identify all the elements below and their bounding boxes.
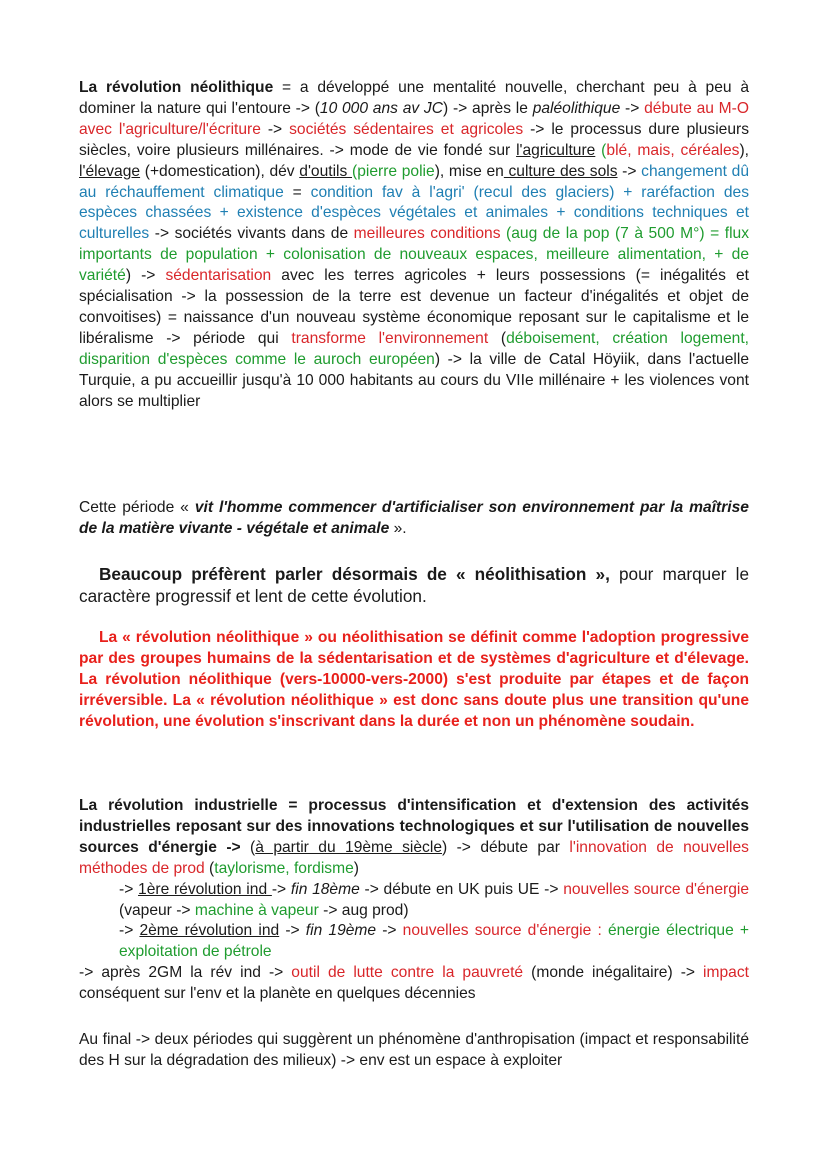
first-industrial-revolution: [79, 880, 749, 922]
definition-neolithisation: La « révolution néolithique » ou néolithisation se définit comme l'adoption progressive par des groupes humains de la sédentarisation et de systèmes d'agriculture et d'élevage. La révolution néolithique (vers-10000-vers-2000) s'est produite par étapes et de façon irréversible. La « révolution néolithique » est donc sans doute plus une transition qu'une révolution, une évolution s'inscrivant dans la durée et non un phénomène soudain.: [79, 629, 749, 730]
text-run: La révolution industrielle = processus d'intensification et d'extension des activités industrielles reposant sur des innovations technologiques et sur l'utilisation de nouvelles sources d'énergie ->: [79, 797, 749, 856]
text-run: l'élevage: [79, 162, 141, 180]
text-run: d'outils: [299, 162, 352, 180]
paragraph-conclusion: Au final -> deux périodes qui suggèrent un phénomène d'anthropisation (impact et responsabilité des H sur la dégradation des milieux) -> env est un espace à exploiter: [79, 1031, 749, 1069]
text-run: La révolution néolithique: [79, 79, 274, 96]
text-run: (: [500, 225, 512, 243]
text-run: pierre polie: [357, 162, 435, 180]
text-run: meilleures conditions: [353, 225, 501, 243]
text-run: -> après 2GM la rév ind ->: [79, 964, 292, 982]
text-run: -> sociétés vivants dans de: [149, 225, 354, 243]
text-run: Beaucoup préfèrent parler désormais de « néolithisation »,: [99, 564, 610, 584]
text-run: ) ->: [125, 267, 166, 285]
text-run: avec les terres agricoles + leurs possessions (= inégalités et spécialisation -> la possession de la terre est devenue un facteur d'inégalités et objet de convoitises) = naissance d'un nouveau système économique reposant sur le capitalisme et le libéralisme -> période qui: [79, 267, 749, 347]
text-run: (: [240, 838, 256, 856]
text-run: taylorisme, fordisme: [214, 859, 354, 877]
paragraph-period-quote: [79, 498, 749, 540]
text-run: ->: [617, 162, 642, 180]
text-run: impact: [703, 964, 749, 982]
text-run: blé, mais, céréales: [606, 141, 740, 159]
text-run: ->: [119, 880, 139, 898]
text-run: outil de lutte contre la pauvreté: [291, 964, 524, 982]
text-run: 10 000 ans av JC: [319, 99, 443, 117]
text-run: (: [595, 141, 607, 159]
text-run: pour marquer le caractère progressif et lent de cette évolution.: [79, 564, 749, 606]
text-run: = a développé une mentalité nouvelle, cherchant peu à peu à dominer la nature qui l'entoure -> (: [79, 79, 749, 117]
text-run: ->: [376, 922, 403, 940]
text-run: vit l'homme commencer d'artificialiser son environnement par la maîtrise de la matière vivante - végétale et animale: [79, 499, 749, 537]
text-run: fin 18ème: [290, 880, 360, 898]
text-run: ».: [389, 519, 407, 537]
text-run: machine à vapeur: [194, 901, 319, 919]
text-run: sociétés sédentaires et agricoles: [289, 120, 524, 138]
text-run: transforme l'environnement: [291, 329, 489, 347]
text-run: aug de la pop (7 à 500 M°) = flux importants de population + colonisation de nouveaux espaces, meilleure alimentation, + de variété: [79, 225, 749, 285]
text-run: sédentarisation: [165, 267, 272, 285]
text-run: =: [283, 183, 311, 201]
text-run: l'innovation de nouvelles méthodes de prod: [79, 838, 749, 877]
text-run: 2ème révolution ind: [139, 922, 280, 940]
text-run: -> débute en UK puis UE ->: [359, 880, 564, 898]
text-run: (: [352, 162, 358, 180]
text-run: 1ère révolution ind: [138, 880, 272, 898]
text-run: ): [353, 859, 359, 877]
text-run: débute au M-O avec l'agriculture/l'écriture: [79, 99, 749, 138]
text-run: -> aug prod): [318, 901, 409, 919]
text-run: paléolithique: [532, 99, 621, 117]
text-run: ) -> après le: [443, 99, 533, 117]
text-run: culture des sols: [503, 162, 618, 180]
text-run: ->: [271, 880, 291, 898]
text-run: ), mise en: [434, 162, 504, 180]
paragraph-neolithisation: [79, 563, 749, 607]
text-run: ->: [119, 922, 140, 940]
text-run: déboisement, création logement, disparition d'espèces comme le auroch européen: [79, 329, 749, 368]
text-run: fin 19ème: [305, 922, 377, 940]
text-run: (vapeur ->: [119, 901, 195, 919]
second-industrial-revolution: [79, 921, 749, 963]
text-run: ),: [739, 141, 750, 159]
text-run: ->: [260, 120, 290, 138]
text-run: énergie électrique + exploitation de pétrole: [119, 922, 749, 961]
paragraph-industrial-revolution: [79, 796, 749, 880]
text-run: (: [204, 859, 215, 877]
text-run: (monde inégalitaire) ->: [523, 964, 704, 982]
text-run: conséquent sur l'env et la planète en quelques décennies: [79, 985, 476, 1003]
text-run: (+domestication), dév: [140, 162, 300, 180]
text-run: ) -> la ville de Catal Höyiik, dans l'actuelle Turquie, a pu accueillir jusqu'à 10 000 habitants au cours du VIIe millénaire + les violences vont alors se multiplier: [79, 350, 749, 410]
text-run: ->: [620, 99, 645, 117]
text-run: condition fav à l'agri' (recul des glaciers) + raréfaction des espèces chassées + existence d'espèces végétales et animales + conditions techniques et culturelles: [79, 183, 749, 243]
text-run: -> le processus dure plusieurs siècles, voire plusieurs millénaires. -> mode de vie fondé sur: [79, 120, 749, 159]
text-run: Cette période «: [79, 499, 195, 516]
text-run: l'agriculture: [516, 141, 596, 159]
text-run: ) -> débute par: [442, 838, 570, 856]
text-run: nouvelles source d'énergie :: [402, 922, 602, 940]
post-war-industrial-revolution: [79, 963, 749, 1005]
text-run: ->: [279, 922, 306, 940]
section-industrial-revolution: [79, 796, 749, 1005]
text-run: nouvelles source d'énergie: [563, 880, 750, 898]
text-run: à partir du 19ème siècle: [255, 838, 442, 856]
text-run: (: [488, 329, 507, 347]
text-run: changement dû au réchauffement climatique: [79, 162, 749, 201]
paragraph-neolithic-revolution: [79, 78, 749, 413]
